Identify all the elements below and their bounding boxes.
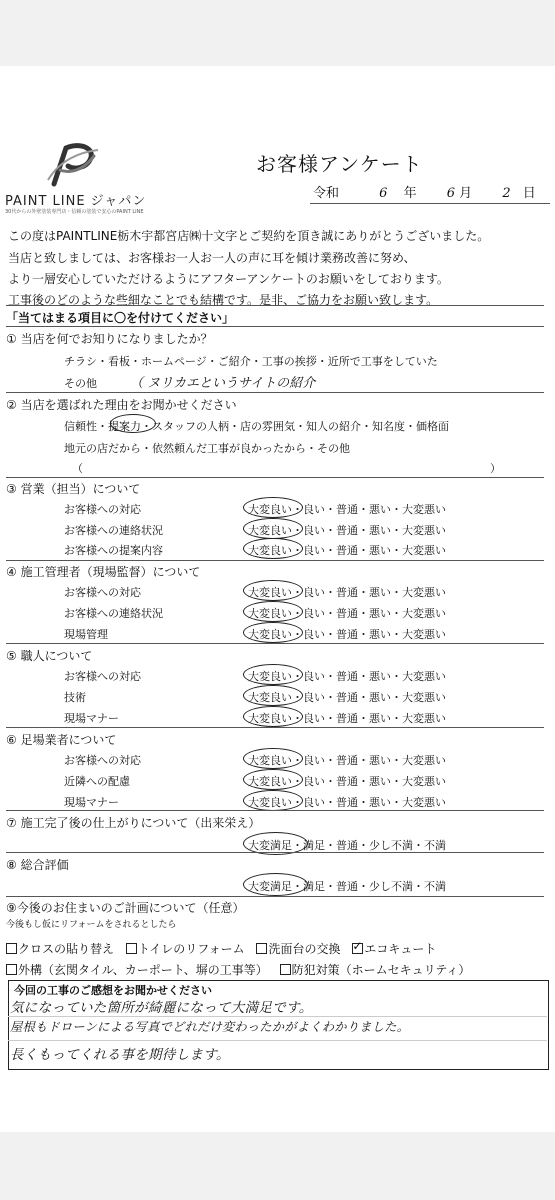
q4-item: お客様への対応 <box>64 586 141 599</box>
rating-scale: 大変良い・良い・普通・悪い・大変悪い <box>248 712 446 725</box>
survey-date <box>313 182 536 201</box>
logo-tagline: 30代からの外壁塗装専門店・信頼の塗装で安心のPAINT LINE <box>5 209 144 215</box>
comment-line: 気になっていた箇所が綺麗になって大満足です。 <box>10 1000 313 1016</box>
q6-item: 近隣への配慮 <box>64 775 130 788</box>
rating-circle <box>243 518 303 539</box>
date-day-unit: 日 <box>522 186 536 201</box>
checkbox-toilet[interactable] <box>126 943 137 954</box>
rating-circle <box>243 538 303 559</box>
date-underline <box>310 203 550 204</box>
intro-line: 当店と致しましては、お客様お一人お一人の声に耳を傾け業務改善に努め、 <box>8 251 416 265</box>
q9-label: ⑨今後のお住まいのご計画について（任意） <box>6 901 245 915</box>
checkmark-icon: ✓ <box>352 939 363 953</box>
comment-rule <box>8 1040 547 1041</box>
page-title: お客様アンケート <box>256 152 423 176</box>
date-month: 6 <box>446 186 456 201</box>
q1-options: チラシ・看板・ホームページ・ご紹介・工事の挨拶・近所で工事をしていた <box>64 355 438 368</box>
q2-options-line1: 信頼性・提案力・スタッフの人柄・店の雰囲気・知人の紹介・知名度・価格面 <box>64 420 449 433</box>
divider <box>6 896 544 897</box>
rating-scale: 大変良い・良い・普通・悪い・大変悪い <box>248 775 446 788</box>
comment-line: 屋根もドローンによる写真でどれだけ変わったかがよくわかりました。 <box>10 1020 410 1034</box>
rating-scale: 大変良い・良い・普通・悪い・大変悪い <box>248 586 446 599</box>
rating-scale: 大変良い・良い・普通・悪い・大変悪い <box>248 607 446 620</box>
checkbox-label: クロスの貼り替え <box>18 942 115 956</box>
date-year: 6 <box>379 186 388 201</box>
q5-label: ⑤ 職人について <box>6 649 93 663</box>
q9-options-row2 <box>6 961 470 978</box>
checkbox-cross[interactable] <box>6 943 17 954</box>
rating-scale: 大変良い・良い・普通・悪い・大変悪い <box>248 691 446 704</box>
divider <box>6 326 544 327</box>
checkbox-exterior[interactable] <box>6 964 17 975</box>
rating-scale: 大変良い・良い・普通・悪い・大変悪い <box>248 524 446 537</box>
comments-title: 今回の工事のご感想をお聞かせください <box>14 984 212 997</box>
satisfaction-scale: 大変満足・満足・普通・少し不満・不満 <box>248 839 446 852</box>
rating-scale: 大変良い・良い・普通・悪い・大変悪い <box>248 544 446 557</box>
q8-label: ⑧ 総合評価 <box>6 858 69 872</box>
q2-label: ② 当店を選ばれた理由をお聞かせください <box>6 398 237 412</box>
q6-item: お客様への対応 <box>64 754 141 767</box>
rating-circle <box>243 664 303 685</box>
divider <box>6 852 544 853</box>
checkbox-security[interactable] <box>280 964 291 975</box>
checkbox-label: 防犯対策（ホームセキュリティ） <box>291 963 471 977</box>
q4-label: ④ 施工管理者（現場監督）について <box>6 565 201 579</box>
q7-label: ⑦ 施工完了後の仕上がりについて（出来栄え） <box>6 816 261 830</box>
rating-circle <box>243 769 303 790</box>
date-month-unit: 月 <box>459 186 473 201</box>
rating-scale: 大変良い・良い・普通・悪い・大変悪い <box>248 628 446 641</box>
q3-item: お客様への提案内容 <box>64 544 163 557</box>
intro-line: この度はPAINTLINE栃木宇都宮店㈱十文字とご契約を頂き誠にありがとうございました。 <box>8 229 490 243</box>
divider <box>6 560 544 561</box>
q1-label: ① 当店を何でお知りになりましたか？ <box>6 332 213 346</box>
divider <box>6 810 544 811</box>
q5-item: 技術 <box>64 691 86 704</box>
satisfaction-circle <box>243 873 308 896</box>
q2-selected-circle <box>110 414 156 433</box>
rating-circle <box>243 580 303 601</box>
rating-scale: 大変良い・良い・普通・悪い・大変悪い <box>248 670 446 683</box>
q2-paren-close: ） <box>490 462 501 475</box>
q9-note: 今後もし仮にリフォームをされるとしたら <box>6 920 177 930</box>
q3-item: お客様への対応 <box>64 503 141 516</box>
q5-item: お客様への対応 <box>64 670 141 683</box>
intro-line: より一層安心していただけるようにアフターアンケートのお願いをしております。 <box>8 272 449 286</box>
q2-options-line2: 地元の店だから・依然頼んだ工事が良かったから・その他 <box>64 442 350 455</box>
q9-options-row1 <box>6 940 436 957</box>
date-era: 令和 <box>313 186 340 201</box>
q5-item: 現場マナー <box>64 712 119 725</box>
comment-line: 長くもってくれる事を期待します。 <box>10 1047 230 1063</box>
checkbox-label: トイレのリフォーム <box>137 942 245 956</box>
logo-mark-icon <box>40 140 100 190</box>
divider <box>6 477 544 478</box>
divider <box>6 392 544 393</box>
divider <box>6 727 544 728</box>
intro-line: 工事後のどのような些細なことでも結構です。是非、ご協力をお願い致します。 <box>8 293 439 307</box>
q1-other-answer: （ ヌリカエというサイトの紹介 <box>130 376 316 391</box>
satisfaction-scale: 大変満足・満足・普通・少し不満・不満 <box>248 880 446 893</box>
q2-paren-open: （ <box>72 462 83 475</box>
q4-item: お客様への連絡状況 <box>64 607 163 620</box>
rating-scale: 大変良い・良い・普通・悪い・大変悪い <box>248 796 446 809</box>
divider <box>6 643 544 644</box>
divider <box>6 305 544 306</box>
rating-circle <box>243 601 303 622</box>
q6-label: ⑥ 足場業者について <box>6 733 117 747</box>
date-year-unit: 年 <box>403 186 417 201</box>
q6-item: 現場マナー <box>64 796 119 809</box>
logo-brand: PAINT LINE ジャパン <box>5 194 147 209</box>
rating-scale: 大変良い・良い・普通・悪い・大変悪い <box>248 503 446 516</box>
rating-scale: 大変良い・良い・普通・悪い・大変悪い <box>248 754 446 767</box>
logo <box>0 140 150 220</box>
checkbox-label: エコキュート <box>364 942 437 956</box>
rating-circle <box>243 748 303 769</box>
instruction: 「当てはまる項目に〇を付けてください」 <box>6 311 235 325</box>
checkbox-ecocute[interactable] <box>352 939 363 954</box>
q3-label: ③ 営業（担当）について <box>6 482 141 496</box>
date-day: 2 <box>502 186 511 201</box>
rating-circle <box>243 706 303 727</box>
checkbox-label: 外構（玄関タイル、カーポート、塀の工事等） <box>18 963 268 977</box>
comment-rule <box>8 1016 547 1017</box>
q3-item: お客様への連絡状況 <box>64 524 163 537</box>
rating-circle <box>243 685 303 706</box>
rating-circle <box>243 622 303 643</box>
rating-circle <box>243 790 303 811</box>
q4-item: 現場管理 <box>64 628 108 641</box>
checkbox-label: 洗面台の交換 <box>268 942 341 956</box>
rating-circle <box>243 497 303 518</box>
q1-other-label: その他 <box>64 377 97 390</box>
checkbox-washstand[interactable] <box>256 943 267 954</box>
